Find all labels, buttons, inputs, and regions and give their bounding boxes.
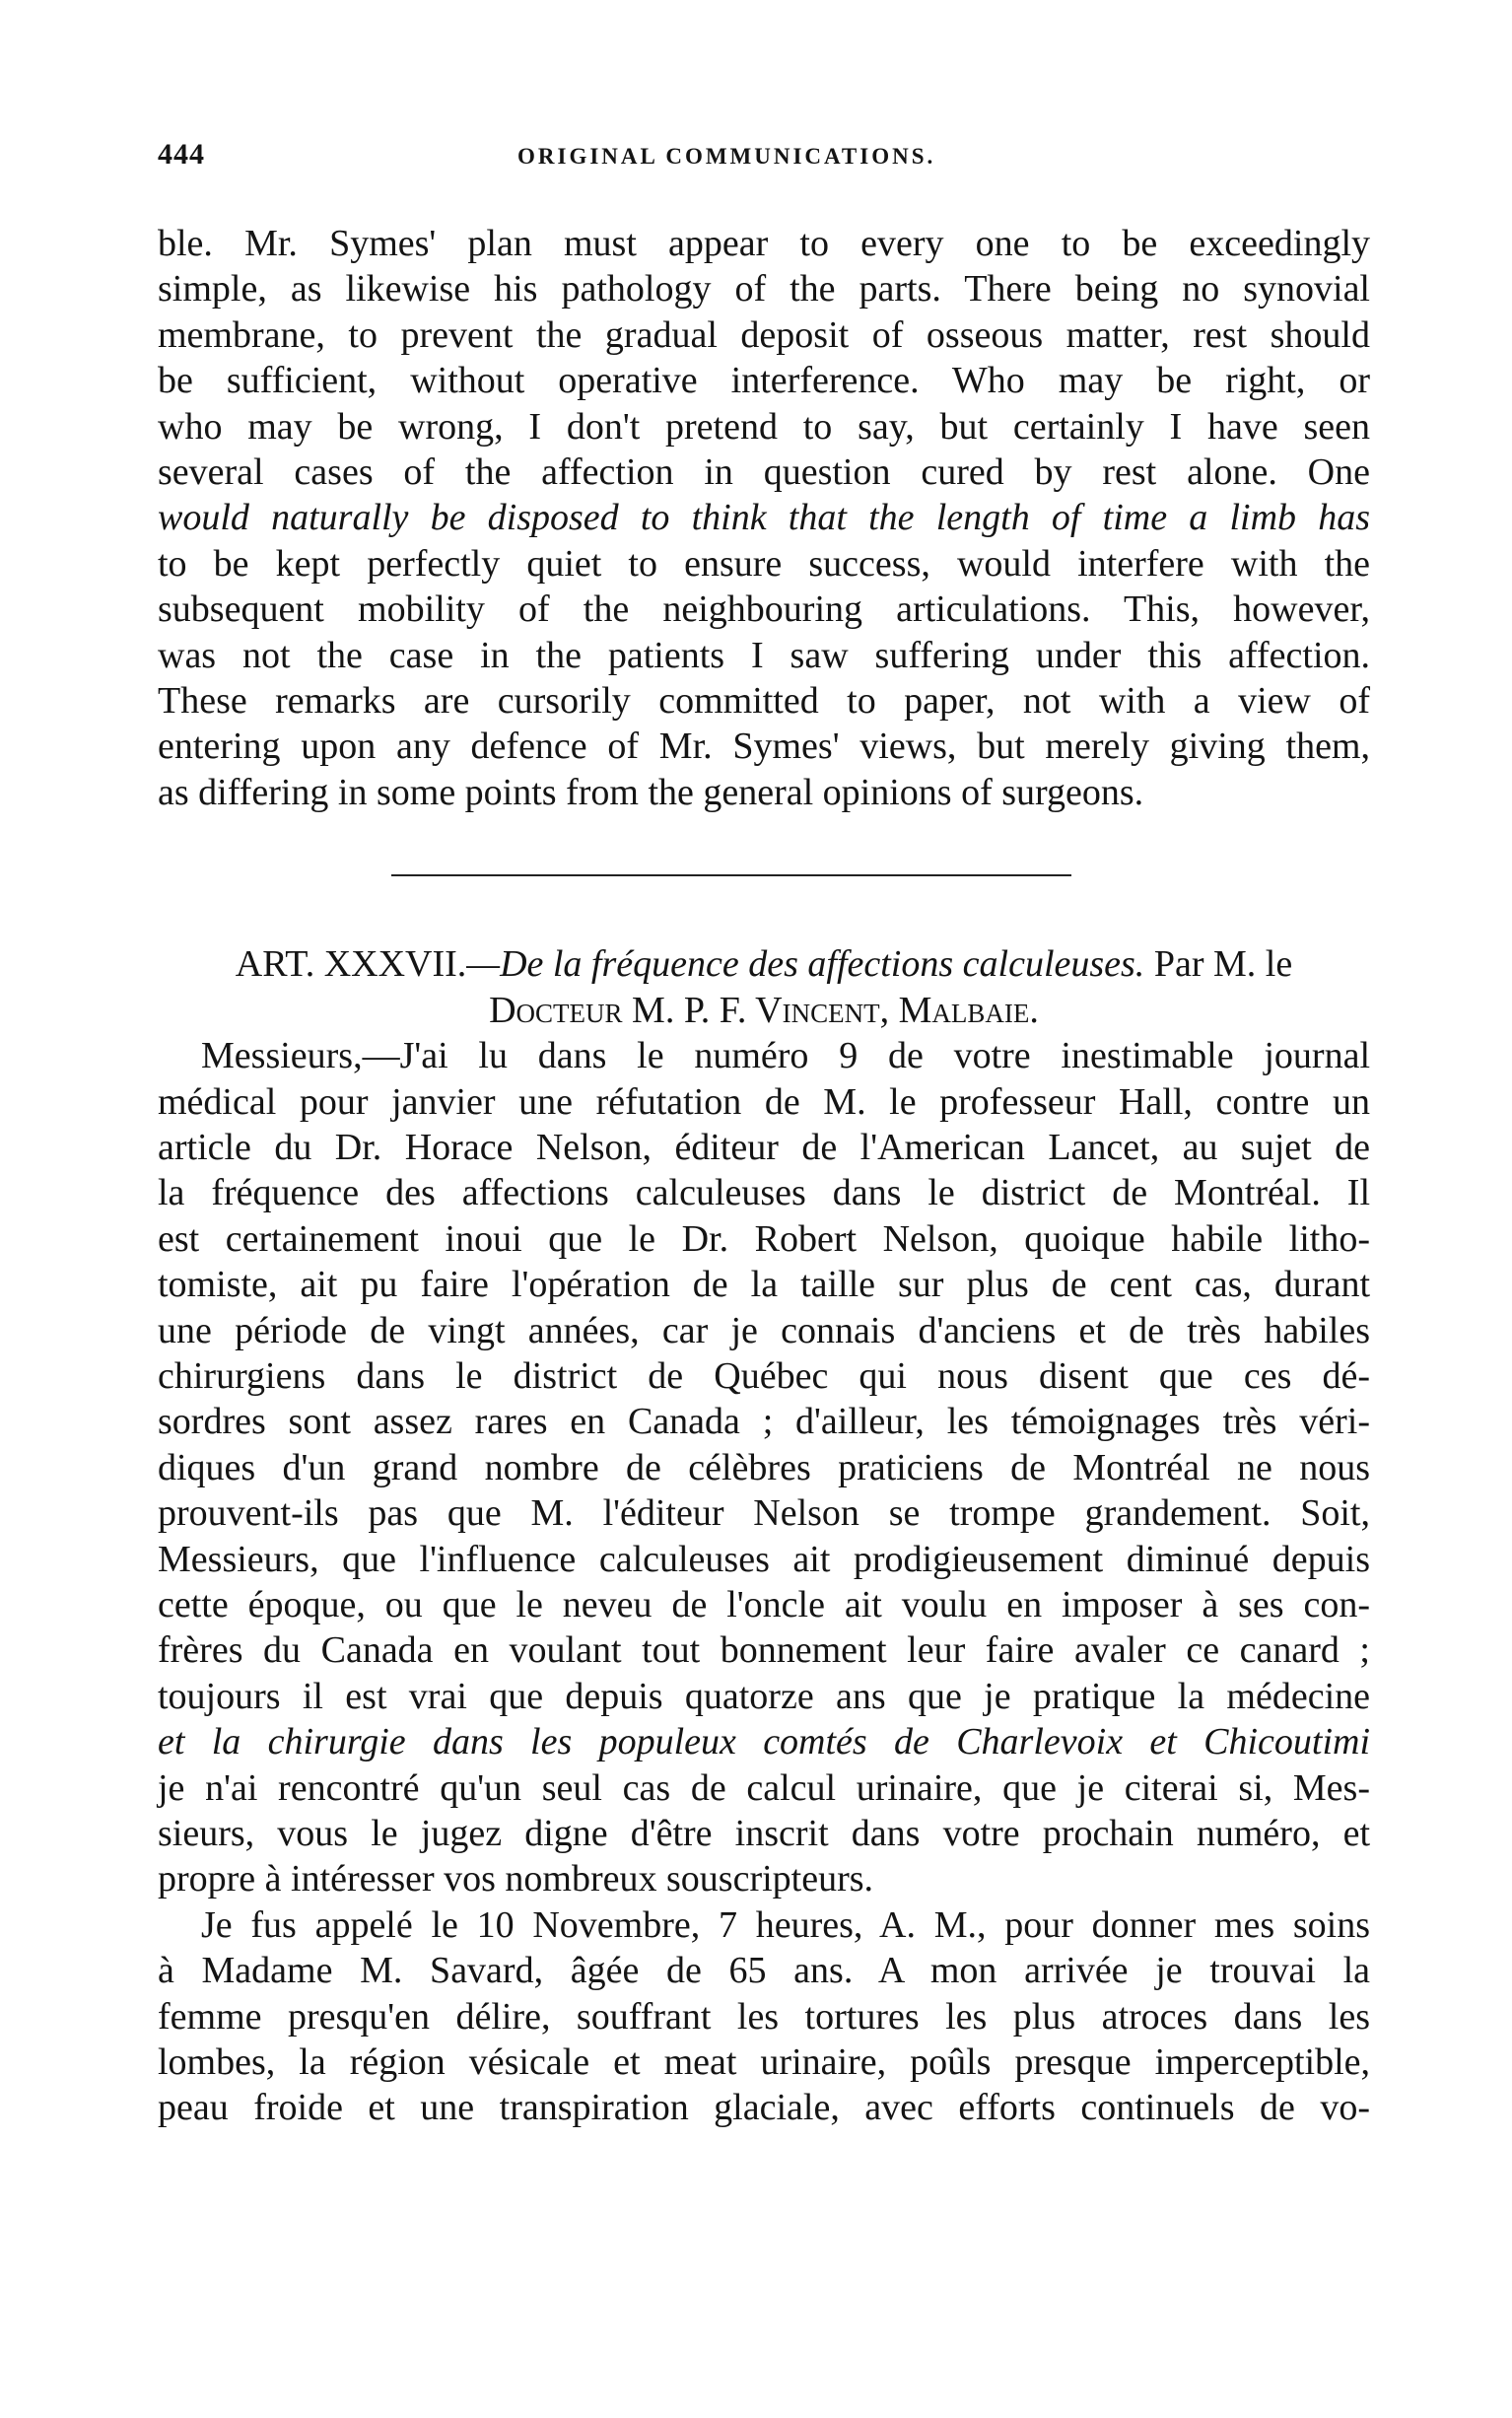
article-paragraph-2 <box>158 1902 1370 2131</box>
article-author: Docteur M. P. F. Vincent, Malbaie. <box>489 989 1039 1031</box>
text-line: femme presqu'en délire, souffrant les tortures les plus atroces dans les <box>158 1995 1370 2038</box>
text-line: several cases of the affection in question cured by rest alone. One <box>158 451 1370 494</box>
text-line: médical pour janvier une réfutation de M. le professeur Hall, contre un <box>158 1080 1370 1123</box>
running-head: ORIGINAL COMMUNICATIONS. <box>517 144 936 169</box>
text-line: to be kept perfectly quiet to ensure success, would interfere with the <box>158 542 1370 585</box>
text-line: cette époque, ou que le neveu de l'oncle ait voulu en imposer à ses con- <box>158 1583 1370 1625</box>
continuation-paragraph <box>158 221 1370 815</box>
text-line: sieurs, vous le jugez digne d'être inscrit dans votre prochain numéro, et <box>158 1813 1370 1854</box>
text-line: est certainement inoui que le Dr. Robert Nelson, quoique habile litho- <box>158 1217 1370 1260</box>
text-line: propre à intéresser vos nombreux souscripteurs. <box>158 1858 874 1900</box>
page-header <box>158 138 1370 197</box>
text-line: peau froide et une transpiration glaciale, avec efforts continuels de vo- <box>158 2087 1370 2129</box>
text-line: lombes, la région vésicale et meat urinaire, poûls presque imperceptible, <box>158 2041 1370 2084</box>
text-line: was not the case in the patients I saw suffering under this affection. <box>158 634 1370 676</box>
text-line: Messieurs,—J'ai lu dans le numéro 9 de votre inestimable journal <box>201 1035 1370 1077</box>
text-line: ble. Mr. Symes' plan must appear to every one to be exceedingly <box>158 223 1370 264</box>
text-line: would naturally be disposed to think that the length of time a limb has <box>158 497 1370 539</box>
text-line: subsequent mobility of the neighbouring articulations. This, however, <box>158 588 1370 631</box>
text-line: entering upon any defence of Mr. Symes' views, but merely giving them, <box>158 725 1370 768</box>
text-line: simple, as likewise his pathology of the parts. There being no synovial <box>158 268 1370 311</box>
article-by: Par M. le <box>1144 943 1293 986</box>
text-line: These remarks are cursorily committed to paper, not with a view of <box>158 680 1370 723</box>
text-line: prouvent-ils pas que M. l'éditeur Nelson se trompe grandement. Soit, <box>158 1492 1370 1535</box>
text-line: frères du Canada en voulant tout bonnement leur faire avaler ce canard ; <box>158 1629 1370 1672</box>
article-paragraph-1 <box>158 1033 1370 1902</box>
text-line: la fréquence des affections calculeuses dans le district de Montréal. Il <box>158 1172 1370 1214</box>
text-line: be sufficient, without operative interference. Who may be right, or <box>158 360 1370 402</box>
text-line: sordres sont assez rares en Canada ; d'ailleur, les témoignages très véri- <box>158 1401 1370 1443</box>
page <box>158 138 1370 2131</box>
text-line: je n'ai rencontré qu'un seul cas de calcul urinaire, que je citerai si, Mes- <box>158 1766 1370 1809</box>
text-line: diques d'un grand nombre de célèbres praticiens de Montréal ne nous <box>158 1446 1370 1488</box>
section-break <box>158 815 1370 941</box>
article-heading <box>158 941 1370 1033</box>
text-line: article du Dr. Horace Nelson, éditeur de l'American Lancet, au sujet de <box>158 1126 1370 1168</box>
article-number: ART. XXXVII. <box>235 943 467 986</box>
text-line: Messieurs, que l'influence calculeuses ait prodigieusement diminué depuis <box>158 1538 1370 1580</box>
text-line: une période de vingt années, car je connais d'anciens et de très habiles <box>158 1309 1370 1351</box>
text-line: who may be wrong, I don't pretend to say, but certainly I have seen <box>158 405 1370 448</box>
text-line: tomiste, ait pu faire l'opération de la taille sur plus de cent cas, durant <box>158 1264 1370 1306</box>
article-title-line <box>158 941 1370 987</box>
text-line: toujours il est vrai que depuis quatorze ans que je pratique la médecine <box>158 1675 1370 1717</box>
text-line: chirurgiens dans le district de Québec qui nous disent que ces dé- <box>158 1354 1370 1397</box>
text-line: Je fus appelé le 10 Novembre, 7 heures, A. M., pour donner mes soins <box>201 1903 1370 1946</box>
text-line: membrane, to prevent the gradual deposit of osseous matter, rest should <box>158 313 1370 356</box>
text-line: à Madame M. Savard, âgée de 65 ans. A mon arrivée je trouvai la <box>158 1950 1370 1992</box>
page-number: 444 <box>158 138 205 171</box>
section-rule <box>391 874 1071 876</box>
article-title: —De la fréquence des affections calculeuses. <box>466 943 1145 986</box>
text-line: as differing in some points from the general opinions of surgeons. <box>158 771 1144 813</box>
text-line: et la chirurgie dans les populeux comtés de Charlevoix et Chicoutimi <box>158 1721 1370 1763</box>
